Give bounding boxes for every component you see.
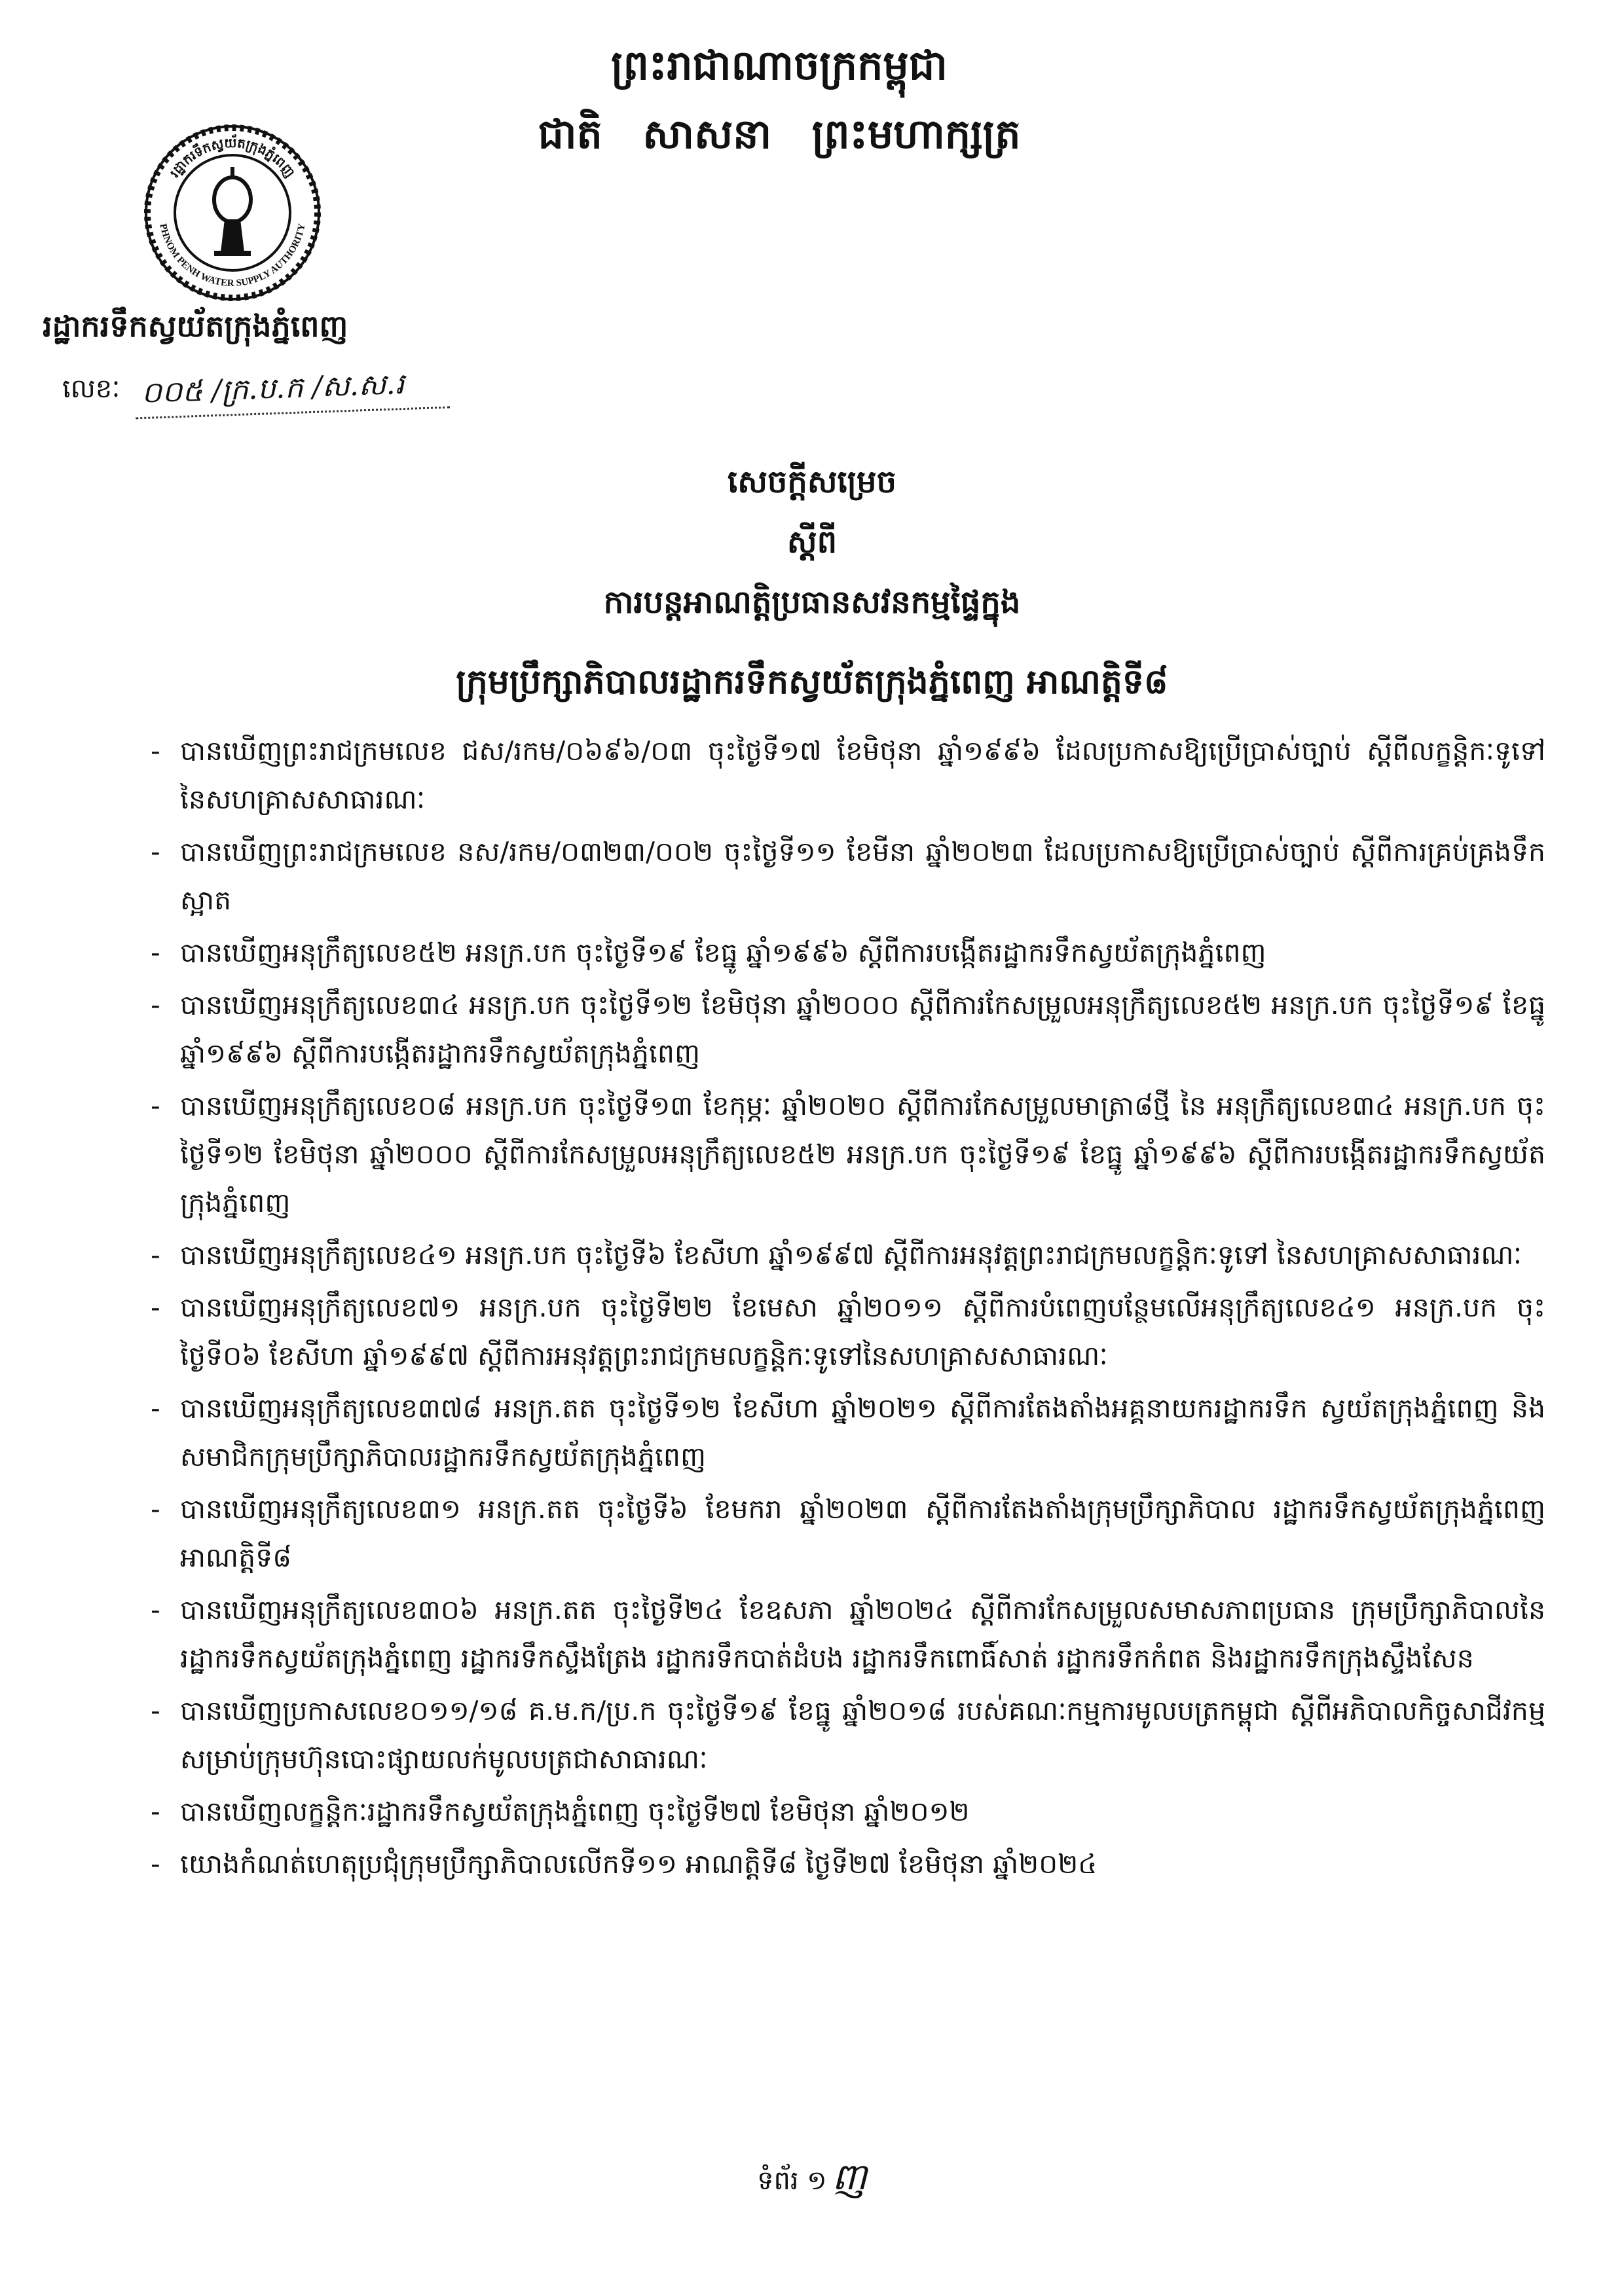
preamble-clause: - យោងកំណត់ហេតុប្រជុំក្រុមប្រឹក្សាភិបាលលើកទី១១ អាណត្តិទី៨ ថ្ងៃទី២៧ ខែមិថុនា ឆ្នាំ២០២៤ [151, 1848, 1098, 1880]
preamble-clause: - បានឃើញអនុក្រឹត្យលេខ៤១ អនក្រ.បក ចុះថ្ងៃទី៦ ខែសីហា ឆ្នាំ១៩៩៧ ស្តីពីការអនុវត្តព្រះរាជក្រមលក្ខន្តិកៈទូទៅ នៃសហគ្រាសសាធារណៈ [151, 1239, 1522, 1271]
title-subject: ការបន្តអាណត្តិប្រធានសវនកម្មផ្ទៃក្នុង [603, 584, 1021, 621]
national-motto: ជាតិ សាសនា ព្រះមហាក្សត្រ [538, 110, 1021, 158]
preamble-clause: - បានឃើញព្រះរាជក្រមលេខ ជស/រកម/០៦៩៦/០៣ ចុះថ្ងៃទី១៧ ខែមិថុនា ឆ្នាំ១៩៩៦ ដែលប្រកាសឱ្យប្រើប្រាស់ច្បាប់ ស្តីពីលក្ខន្តិកៈទូទៅនៃសហគ្រាសសាធារណៈ [151, 735, 1545, 815]
title-on: ស្តីពី [786, 524, 838, 560]
preamble-clause: - បានឃើញអនុក្រឹត្យលេខ៣៧៨ អនក្រ.តត ចុះថ្ងៃទី១២ ខែសីហា ឆ្នាំ២០២១ ស្តីពីការតែងតាំងអគ្គនាយករដ្ឋាករទឹក ស្វយ័តក្រុងភ្នំពេញ និងសមាជិកក្រុមប្រឹក្សាភិបាលរដ្ឋាករទឹកស្វយ័តក្រុងភ្នំពេញ [151, 1393, 1545, 1472]
preamble-clause: - បានឃើញអនុក្រឹត្យលេខ០៨ អនក្រ.បក ចុះថ្ងៃទី១៣ ខែកុម្ភៈ ឆ្នាំ២០២០ ស្តីពីការកែសម្រួលមាត្រា៨ថ្មី នៃ អនុក្រឹត្យលេខ៣៤ អនក្រ.បក ចុះថ្ងៃទី១២ ខែមិថុនា ឆ្នាំ២០០០ ស្តីពីការកែសម្រួលអនុក្រឹត្យលេខ៥២ អនក្រ.បក ចុះថ្ងៃទី១៩ ខែធ្នូ ឆ្នាំ១៩៩៦ ស្តីពីការបង្កើតរដ្ឋាករទឹកស្វយ័តក្រុងភ្នំពេញ [151, 1090, 1545, 1218]
page-label: ទំព័រ ១ [757, 2166, 827, 2196]
handwritten-initial: ញ [832, 2156, 867, 2198]
preamble-clause: - បានឃើញលក្ខន្តិកៈរដ្ឋាករទឹកស្វយ័តក្រុងភ្នំពេញ ចុះថ្ងៃទី២៧ ខែមិថុនា ឆ្នាំ២០១២ [151, 1796, 970, 1827]
preamble-clause: - បានឃើញអនុក្រឹត្យលេខ៣០៦ អនក្រ.តត ចុះថ្ងៃទី២៤ ខែឧសភា ឆ្នាំ២០២៤ ស្តីពីការកែសម្រួលសមាសភាពប្រធាន ក្រុមប្រឹក្សាភិបាលនៃរដ្ឋាករទឹកស្វយ័តក្រុងភ្នំពេញ រដ្ឋាករទឹកស្ទឹងត្រែង រដ្ឋាករទឹកបាត់ដំបង រដ្ឋាករទឹកពោធិ៍សាត់ រដ្ឋាករទឹកកំពត និងរដ្ឋាករទឹកក្រុងស្ទឹងសែន [151, 1594, 1545, 1674]
preamble-clause: - បានឃើញអនុក្រឹត្យលេខ៥២ អនក្រ.បក ចុះថ្ងៃទី១៩ ខែធ្នូ ឆ្នាំ១៩៩៦ ស្តីពីការបង្កើតរដ្ឋាករទឹកស្វយ័តក្រុងភ្នំពេញ [151, 937, 1266, 968]
decision-title [0, 452, 1624, 712]
page-number [0, 2154, 1624, 2208]
reference-number [62, 367, 449, 414]
preamble-list [151, 727, 1545, 1892]
seal-bottom-text: PHNOM PENH WATER SUPPLY AUTHORITY [157, 223, 308, 289]
water-tower-icon [214, 167, 251, 256]
preamble-clause: - បានឃើញអនុក្រឹត្យលេខ៣១ អនក្រ.តត ចុះថ្ងៃទី៦ ខែមករា ឆ្នាំ២០២៣ ស្តីពីការតែងតាំងក្រុមប្រឹក្សាភិបាល រដ្ឋាករទឹកស្វយ័តក្រុងភ្នំពេញ អាណត្តិទី៨ [151, 1493, 1545, 1573]
authority-seal [141, 121, 324, 304]
reference-value: ០០៥ /ក្រ.ប.ក /ស.ស.រ [134, 365, 450, 420]
preamble-clause: - បានឃើញអនុក្រឹត្យលេខ៧១ អនក្រ.បក ចុះថ្ងៃទី២២ ខែមេសា ឆ្នាំ២០១១ ស្តីពីការបំពេញបន្ថែមលើអនុក្រឹត្យលេខ៤១ អនក្រ.បក ចុះថ្ងៃទី០៦ ខែសីហា ឆ្នាំ១៩៩៧ ស្តីពីការអនុវត្តព្រះរាជក្រមលក្ខន្តិកៈទូទៅនៃសហគ្រាសសាធារណៈ [151, 1292, 1545, 1372]
preamble-clause: - បានឃើញប្រកាសលេខ០១១/១៨ គ.ម.ក/ប្រ.ក ចុះថ្ងៃទី១៩ ខែធ្នូ ឆ្នាំ២០១៨ របស់គណៈកម្មការមូលបត្រកម្ពុជា ស្តីពីអភិបាលកិច្ចសាជីវកម្មសម្រាប់ក្រុមហ៊ុនបោះផ្សាយលក់មូលបត្រជាសាធារណៈ [151, 1695, 1545, 1775]
preamble-clause: - បានឃើញព្រះរាជក្រមលេខ នស/រកម/០៣២៣/០០២ ចុះថ្ងៃទី១១ ខែមីនា ឆ្នាំ២០២៣ ដែលប្រកាសឱ្យប្រើប្រាស់ច្បាប់ ស្តីពីការគ្រប់គ្រងទឹកស្អាត [151, 836, 1545, 916]
issuing-authority-name: រដ្ឋាករទឹកស្វយ័តក្រុងភ្នំពេញ [43, 308, 348, 344]
reference-label: លេខៈ [62, 374, 120, 404]
title-board: ក្រុមប្រឹក្សាភិបាលរដ្ឋាករទឹកស្វយ័តក្រុងភ្នំពេញ អាណត្តិទី៨ [456, 663, 1168, 702]
title-decision: សេចក្តីសម្រេច [727, 464, 897, 500]
preamble-clause: - បានឃើញអនុក្រឹត្យលេខ៣៤ អនក្រ.បក ចុះថ្ងៃទី១២ ខែមិថុនា ឆ្នាំ២០០០ ស្តីពីការកែសម្រួលអនុក្រឹត្យលេខ៥២ អនក្រ.បក ចុះថ្ងៃទី១៩ ខែធ្នូ ឆ្នាំ១៩៩៦ ស្តីពីការបង្កើតរដ្ឋាករទឹកស្វយ័តក្រុងភ្នំពេញ [151, 989, 1545, 1069]
seal-top-text: រដ្ឋាករទឹកស្វយ័តក្រុងភ្នំពេញ [166, 134, 299, 181]
kingdom-header: ព្រះរាជាណាចក្រកម្ពុជា [611, 41, 948, 89]
